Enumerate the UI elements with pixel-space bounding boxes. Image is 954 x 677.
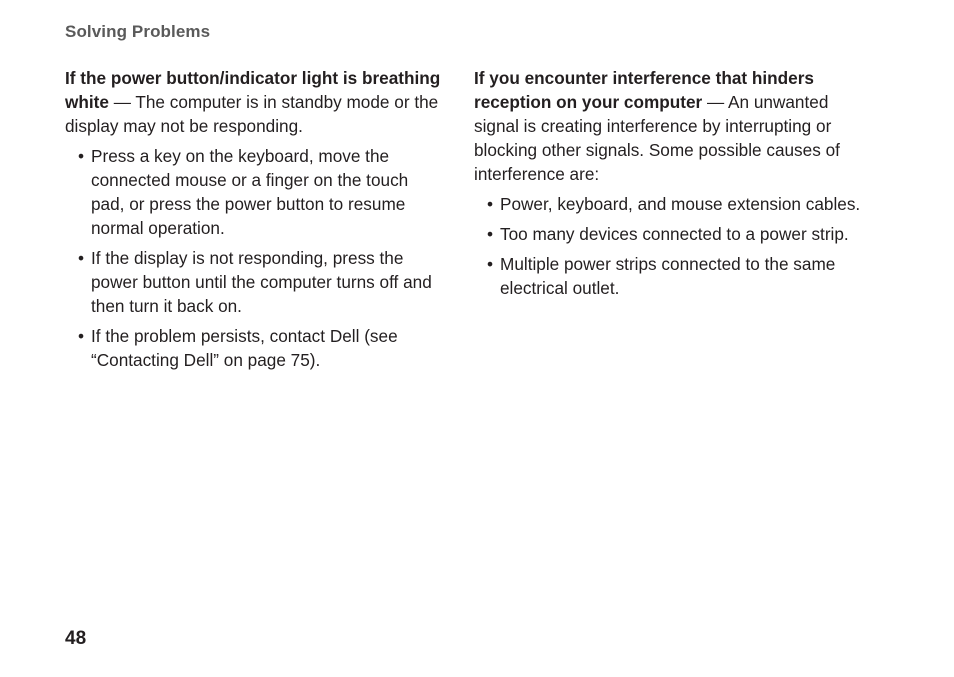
- power-light-intro: [65, 66, 445, 138]
- list-item: [474, 252, 874, 300]
- page-number: 48: [65, 628, 87, 649]
- list-item-text: Press a key on the keyboard, move the connected mouse or a finger on the touch pad, or press the power button to resume normal operation.: [91, 146, 409, 238]
- list-item-text: Too many devices connected to a power strip.: [500, 224, 849, 244]
- list-item: [65, 246, 445, 318]
- list-item-text: Power, keyboard, and mouse extension cables.: [500, 194, 861, 214]
- bullet-icon: •: [487, 254, 494, 274]
- section-title: Solving Problems: [65, 22, 211, 41]
- bullet-icon: •: [78, 248, 85, 268]
- interference-heading: If you encounter interference that hinders reception on your computer: [474, 68, 814, 112]
- list-item: [474, 222, 874, 246]
- interference-intro: [474, 66, 874, 186]
- bullet-icon: •: [78, 146, 85, 166]
- list-item-text: If the display is not responding, press the power button until the computer turns off and then turn it back on.: [91, 248, 432, 316]
- interference-description: — An unwanted signal is creating interference by interrupting or blocking other signals. Some possible causes of interference are:: [474, 92, 840, 184]
- list-item-text: Multiple power strips connected to the same electrical outlet.: [500, 254, 836, 298]
- power-light-heading: If the power button/indicator light is breathing white: [65, 68, 441, 112]
- power-light-description: — The computer is in standby mode or the display may not be responding.: [65, 92, 439, 136]
- list-item: [474, 192, 874, 216]
- list-item: [65, 324, 445, 372]
- interference-causes-list: [474, 192, 874, 300]
- left-column: [65, 66, 445, 378]
- right-column: [474, 66, 874, 306]
- bullet-icon: •: [487, 194, 494, 214]
- list-item-text: If the problem persists, contact Dell (see “Contacting Dell” on page 75).: [91, 326, 398, 370]
- bullet-icon: •: [78, 326, 85, 346]
- bullet-icon: •: [487, 224, 494, 244]
- power-light-steps-list: [65, 144, 445, 372]
- list-item: [65, 144, 445, 240]
